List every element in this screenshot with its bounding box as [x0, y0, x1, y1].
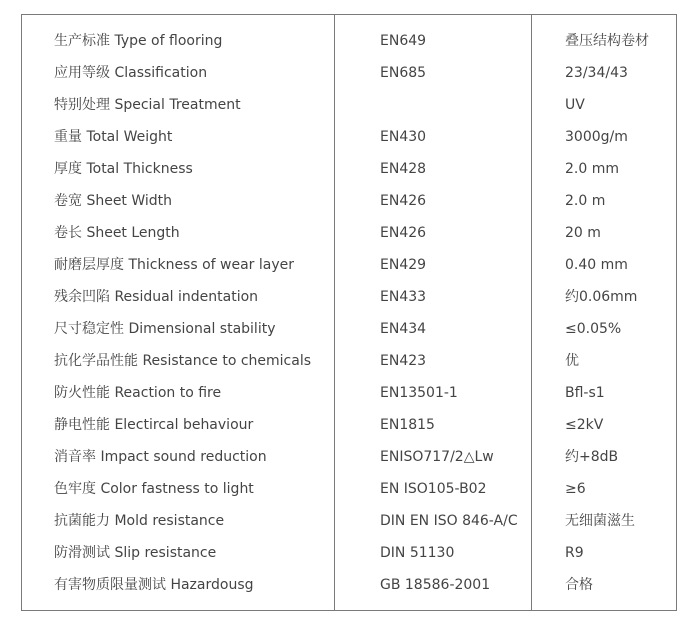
property-cell: 残余凹陷 Residual indentation — [54, 289, 259, 305]
table-row — [22, 249, 676, 281]
value-cell: 无细菌滋生 — [565, 513, 635, 529]
standard-cell: EN426 — [380, 193, 427, 209]
table-row — [22, 313, 676, 345]
standard-cell: EN13501-1 — [380, 385, 458, 401]
table-row — [22, 281, 676, 313]
property-cell: 耐磨层厚度 Thickness of wear layer — [54, 257, 295, 273]
standard-cell: EN428 — [380, 161, 427, 177]
value-cell: UV — [565, 97, 585, 113]
table-row — [22, 409, 676, 441]
standard-cell: EN ISO105-B02 — [380, 481, 487, 497]
value-cell: 0.40 mm — [565, 257, 628, 273]
property-cell: 消音率 Impact sound reduction — [54, 449, 267, 465]
property-cell: 防滑测试 Slip resistance — [54, 545, 217, 561]
table-row — [22, 441, 676, 473]
value-cell: ≤2kV — [565, 417, 604, 433]
table-row — [22, 377, 676, 409]
standard-cell: EN685 — [380, 65, 427, 81]
standard-cell: GB 18586-2001 — [380, 577, 491, 593]
value-cell: ≥6 — [565, 481, 586, 497]
value-cell: Bfl-s1 — [565, 385, 605, 401]
value-cell: 约0.06mm — [565, 289, 638, 305]
value-cell: 20 m — [565, 225, 601, 241]
property-cell: 抗化学品性能 Resistance to chemicals — [54, 353, 312, 369]
value-cell: 叠压结构卷材 — [565, 33, 649, 49]
table-row — [22, 505, 676, 537]
value-cell: 约+8dB — [565, 449, 619, 465]
table-row — [22, 121, 676, 153]
standard-cell: EN649 — [380, 33, 427, 49]
spec-table — [21, 14, 677, 611]
table-row — [22, 25, 676, 57]
value-cell: 2.0 m — [565, 193, 606, 209]
table-row — [22, 185, 676, 217]
standard-cell: DIN EN ISO 846-A/C — [380, 513, 518, 529]
property-cell: 卷宽 Sheet Width — [54, 193, 173, 209]
property-cell: 静电性能 Electircal behaviour — [54, 417, 254, 433]
table-row — [22, 89, 676, 121]
property-cell: 卷长 Sheet Length — [54, 225, 180, 241]
table-row — [22, 217, 676, 249]
property-cell: 抗菌能力 Mold resistance — [54, 513, 225, 529]
property-cell: 尺寸稳定性 Dimensional stability — [54, 321, 276, 337]
property-cell: 厚度 Total Thickness — [54, 161, 193, 177]
property-cell: 防火性能 Reaction to fire — [54, 385, 222, 401]
table-row — [22, 153, 676, 185]
value-cell: 2.0 mm — [565, 161, 619, 177]
standard-cell: EN430 — [380, 129, 427, 145]
standard-cell: EN434 — [380, 321, 427, 337]
value-cell: 23/34/43 — [565, 65, 628, 81]
property-cell: 色牢度 Color fastness to light — [54, 481, 254, 497]
property-cell: 重量 Total Weight — [54, 129, 173, 145]
value-cell: ≤0.05% — [565, 321, 622, 337]
standard-cell: EN423 — [380, 353, 427, 369]
standard-cell: DIN 51130 — [380, 545, 455, 561]
table-row — [22, 569, 676, 601]
standard-cell: EN429 — [380, 257, 427, 273]
value-cell: 合格 — [565, 577, 593, 593]
standard-cell: EN426 — [380, 225, 427, 241]
standard-cell: ENISO717/2△Lw — [380, 449, 494, 465]
property-cell: 生产标准 Type of flooring — [54, 33, 223, 49]
table-row — [22, 473, 676, 505]
property-cell: 特别处理 Special Treatment — [54, 97, 241, 113]
table-row — [22, 537, 676, 569]
property-cell: 应用等级 Classification — [54, 65, 208, 81]
table-row — [22, 57, 676, 89]
property-cell: 有害物质限量测试 Hazardousg — [54, 577, 254, 593]
value-cell: 3000g/m — [565, 129, 628, 145]
standard-cell: EN433 — [380, 289, 427, 305]
spec-rows — [22, 25, 676, 601]
standard-cell: EN1815 — [380, 417, 435, 433]
table-row — [22, 345, 676, 377]
value-cell: 优 — [565, 353, 579, 369]
value-cell: R9 — [565, 545, 584, 561]
